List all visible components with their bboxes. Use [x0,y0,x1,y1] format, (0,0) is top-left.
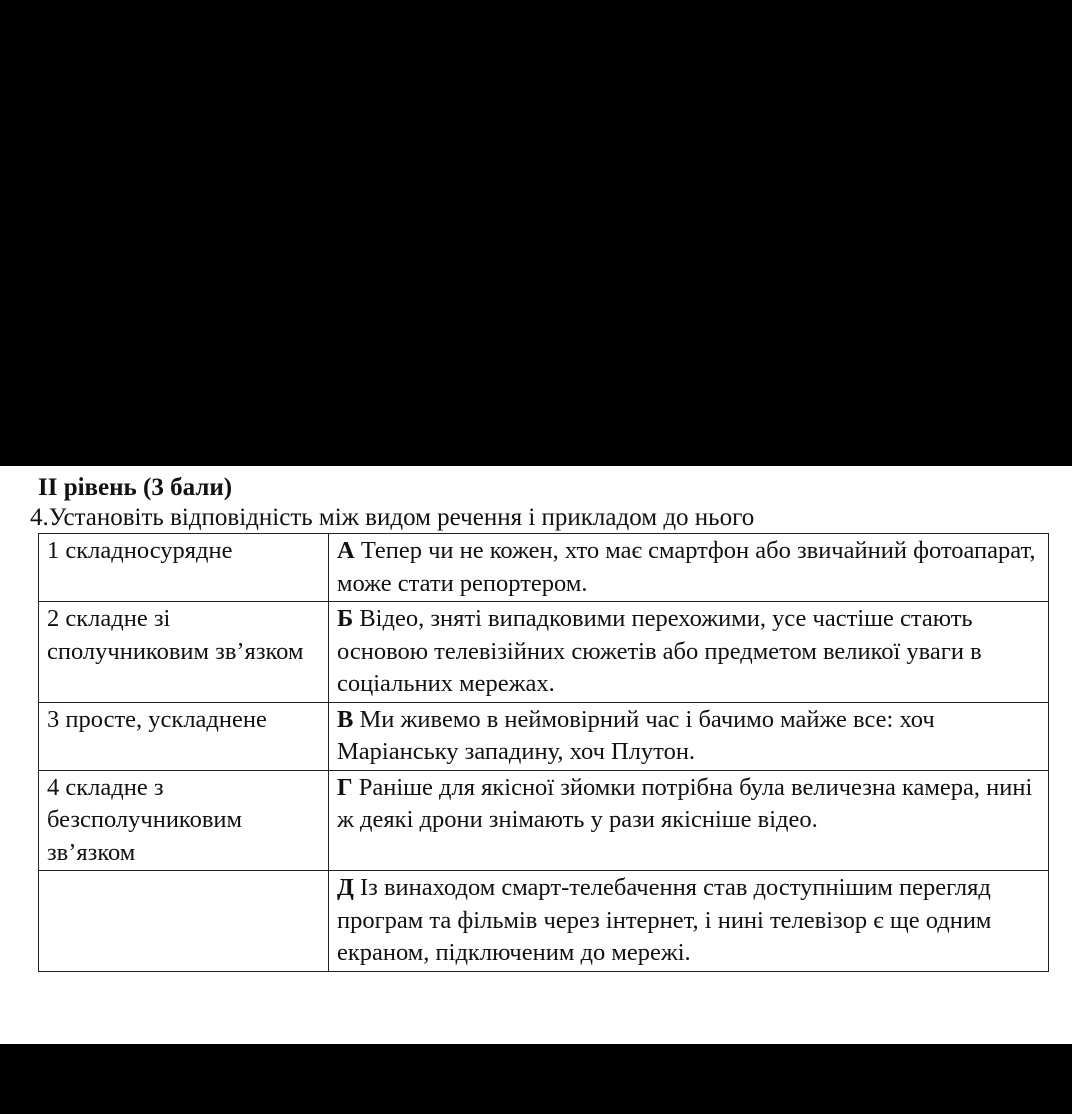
option-letter: Г [337,773,353,801]
option-letter: В [337,705,354,733]
example-cell [329,871,1049,972]
option-letter: А [337,537,355,564]
example-cell [329,702,1049,770]
example-text: Відео, зняті випадковими перехожими, усе частіше стають основою телевізійних сюжетів або предметом великої уваги в соціальних мережах. [337,605,982,697]
table-row [39,534,1049,602]
task-instruction: 4.Установіть відповідність між видом речення і прикладом до нього [30,504,755,531]
table-row [39,871,1049,972]
example-cell [329,770,1049,871]
matching-table [38,533,1049,972]
sentence-type-cell: 3 просте, ускладнене [39,702,329,770]
sentence-type-cell: 4 складне з безсполучниковим зв’язком [39,770,329,871]
sentence-type-cell: 1 складносурядне [39,534,329,602]
option-letter: Б [337,605,354,632]
example-cell [329,534,1049,602]
option-letter: Д [337,874,354,901]
example-text: Із винаходом смарт-телебачення став доступнішим перегляд програм та фільмів через інтернет, і нині телевізор є ще одним екраном, підключеним до мережі. [337,874,992,966]
level-title: II рівень (3 бали) [38,474,233,501]
table-row [39,602,1049,703]
table-row [39,702,1049,770]
table-row [39,770,1049,871]
document-page [0,466,1072,1044]
example-text: Ми живемо в неймовірний час і бачимо майже все: хоч Маріанську западину, хоч Плутон. [337,705,935,765]
sentence-type-cell: 2 складне зі сполучниковим зв’язком [39,602,329,703]
sentence-type-cell [39,871,329,972]
example-text: Тепер чи не кожен, хто має смартфон або звичайний фотоапарат, може стати репортером. [337,537,1036,597]
example-text: Раніше для якісної зйомки потрібна була величезна камера, нині ж деякі дрони знімають у рази якісніше відео. [337,773,1033,833]
example-cell [329,602,1049,703]
